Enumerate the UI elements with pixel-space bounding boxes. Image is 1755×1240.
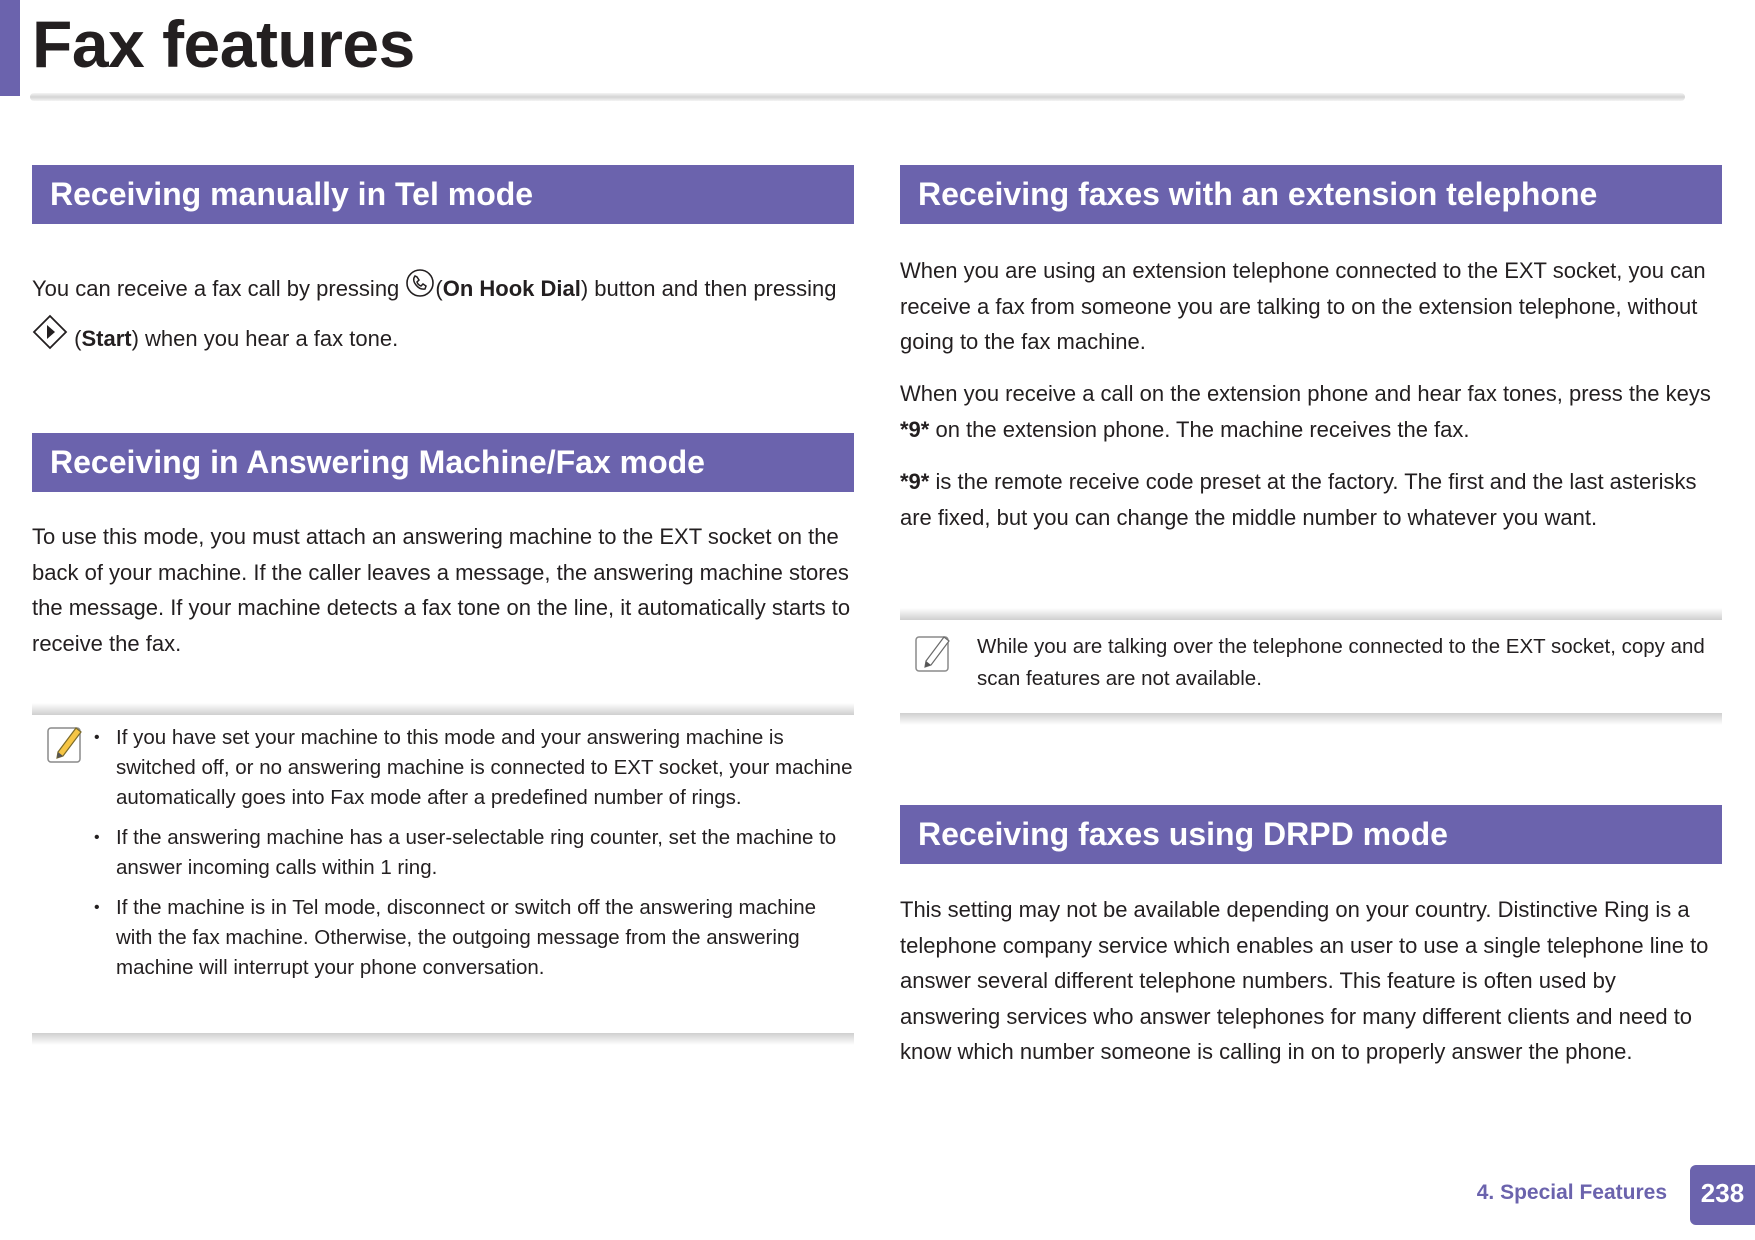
heading-tel-mode: Receiving manually in Tel mode	[32, 165, 854, 224]
extension-paragraph-3-text: is the remote receive code preset at the factory. The first and the last asterisks are fixed, but you can change the middle number to whatever you want.	[900, 469, 1697, 530]
page-title: Fax features	[32, 7, 415, 81]
extension-note: While you are talking over the telephone connected to the EXT socket, copy and scan features are not available.	[977, 635, 1705, 690]
start-icon	[32, 314, 68, 366]
footer-section-label: 4. Special Features	[1476, 1181, 1667, 1204]
heading-extension-telephone: Receiving faxes with an extension telephone	[900, 165, 1722, 224]
note-bottom-bar	[900, 713, 1722, 725]
start-label: Start	[81, 325, 132, 351]
note-icon	[914, 631, 954, 675]
tel-mode-paragraph: You can receive a fax call by pressing (On Hook Dial) button and then pressing (Start) when you hear a fax tone.	[32, 265, 854, 366]
heading-answering-mode: Receiving in Answering Machine/Fax mode	[32, 433, 854, 492]
tel-mode-text-1: You can receive a fax call by pressing	[32, 276, 406, 301]
note-item: • If the answering machine has a user-selectable ring counter, set the machine to answer incoming calls within 1 ring.	[116, 823, 856, 883]
note-top-bar	[32, 703, 854, 715]
note-icon	[46, 722, 86, 766]
on-hook-dial-icon	[405, 267, 435, 314]
note-top-bar	[900, 608, 1722, 620]
extension-paragraph-3	[900, 464, 1722, 535]
title-accent-bar	[0, 0, 20, 96]
on-hook-dial-label: On Hook Dial	[442, 276, 581, 301]
note-item: • If the machine is in Tel mode, disconnect or switch off the answering machine with the fax machine. Otherwise, the outgoing message from the answering machine will interrupt your phone conversation.	[116, 893, 856, 983]
extension-paragraph-1: When you are using an extension telephone connected to the EXT socket, you can receive a fax from someone you are talking to on the extension telephone, without going to the fax machine.	[900, 258, 1706, 354]
answering-mode-body: To use this mode, you must attach an answering machine to the EXT socket on the back of your machine. If the caller leaves a message, the answering machine stores the message. If your machine detects a fax tone on the line, it automatically starts to receive the fax.	[32, 524, 851, 656]
extension-paragraph-2-end: on the extension phone. The machine receives the fax.	[929, 416, 1470, 442]
tel-mode-text-2: ) button and then pressing	[580, 276, 837, 301]
remote-code: *9*	[900, 416, 930, 442]
note-item: • If you have set your machine to this mode and your answering machine is switched off, or no answering machine is connected to EXT socket, your machine automatically goes into Fax mode after a predefined number of rings.	[116, 723, 856, 813]
drpd-body: This setting may not be available depending on your country. Distinctive Ring is a telephone company service which enables an user to use a single telephone line to answer several different telephone numbers. This feature is often used by answering services who answer telephones for many different clients and need to know which number someone is calling in on to properly answer the phone.	[900, 897, 1709, 1064]
extension-paragraph-2	[900, 376, 1722, 447]
note-bottom-bar	[32, 1033, 854, 1045]
extension-paragraph-2-start: When you receive a call on the extension phone and hear fax tones, press the keys	[900, 381, 1711, 406]
title-underline	[30, 93, 1685, 101]
tel-mode-text-3: ) when you hear a fax tone.	[131, 325, 399, 351]
remote-code: *9*	[900, 469, 930, 494]
page-number-badge: 238	[1690, 1165, 1755, 1225]
answering-mode-notes	[116, 723, 856, 993]
heading-drpd-mode: Receiving faxes using DRPD mode	[900, 805, 1722, 864]
